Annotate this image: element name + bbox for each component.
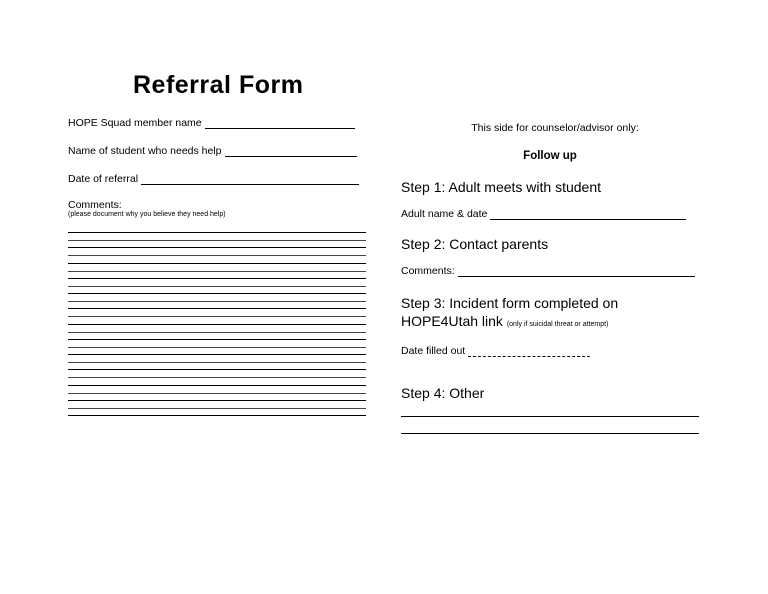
comment-line[interactable]	[68, 247, 366, 248]
comment-line[interactable]	[68, 354, 366, 355]
comment-line[interactable]	[68, 293, 366, 294]
adult-name-date-field[interactable]	[401, 208, 686, 220]
form-title: Referral Form	[133, 71, 304, 99]
comment-line[interactable]	[68, 232, 366, 233]
date-filled-out-line[interactable]	[468, 348, 590, 357]
comment-line[interactable]	[68, 278, 366, 279]
adult-name-date-label: Adult name & date	[401, 208, 488, 220]
student-name-label: Name of student who needs help	[68, 145, 222, 157]
comment-line[interactable]	[68, 271, 366, 272]
comment-line[interactable]	[68, 255, 366, 256]
comments-hint: (please document why you believe they need help)	[68, 211, 226, 218]
step-2-comments-field[interactable]	[401, 265, 695, 277]
referral-date-line[interactable]	[141, 174, 359, 185]
comment-line[interactable]	[68, 362, 366, 363]
adult-name-date-line[interactable]	[490, 209, 686, 220]
comment-line[interactable]	[68, 369, 366, 370]
date-filled-out-label: Date filled out	[401, 345, 466, 357]
comment-line[interactable]	[68, 347, 366, 348]
comment-line[interactable]	[68, 408, 366, 409]
comment-line[interactable]	[68, 240, 366, 241]
step-4-line-2[interactable]	[401, 433, 699, 434]
follow-up-heading: Follow up	[523, 150, 577, 162]
step-2-comments-line[interactable]	[458, 266, 695, 277]
comment-line[interactable]	[68, 393, 366, 394]
referral-date-field[interactable]	[68, 173, 359, 185]
step-3-heading-line2	[401, 313, 608, 329]
date-filled-out-field[interactable]	[401, 345, 590, 357]
step-2-heading: Step 2: Contact parents	[401, 236, 549, 252]
student-name-field[interactable]	[68, 145, 357, 157]
counselor-side-note: This side for counselor/advisor only:	[471, 122, 639, 134]
student-name-line[interactable]	[225, 146, 357, 157]
comment-line[interactable]	[68, 286, 366, 287]
comment-line[interactable]	[68, 324, 366, 325]
comments-label: Comments:	[68, 199, 122, 211]
step-4-line-1[interactable]	[401, 416, 699, 417]
comment-line[interactable]	[68, 377, 366, 378]
step-3-heading: Step 3: Incident form completed on	[401, 295, 619, 311]
step-3-note: (only if suicidal threat or attempt)	[506, 321, 609, 328]
comment-line[interactable]	[68, 301, 366, 302]
comment-line[interactable]	[68, 316, 366, 317]
comment-line[interactable]	[68, 385, 366, 386]
comment-line[interactable]	[68, 263, 366, 264]
step-1-heading: Step 1: Adult meets with student	[401, 179, 602, 195]
comment-line[interactable]	[68, 332, 366, 333]
comment-line[interactable]	[68, 339, 366, 340]
member-name-line[interactable]	[205, 118, 355, 129]
referral-date-label: Date of referral	[68, 173, 139, 185]
member-name-label: HOPE Squad member name	[68, 117, 202, 129]
member-name-field[interactable]	[68, 117, 355, 129]
hope4utah-link-text: HOPE4Utah link	[401, 313, 503, 329]
comment-line[interactable]	[68, 400, 366, 401]
step-2-comments-label: Comments:	[401, 265, 455, 277]
comment-line[interactable]	[68, 308, 366, 309]
step-4-heading: Step 4: Other	[401, 385, 485, 401]
comment-line[interactable]	[68, 415, 366, 416]
